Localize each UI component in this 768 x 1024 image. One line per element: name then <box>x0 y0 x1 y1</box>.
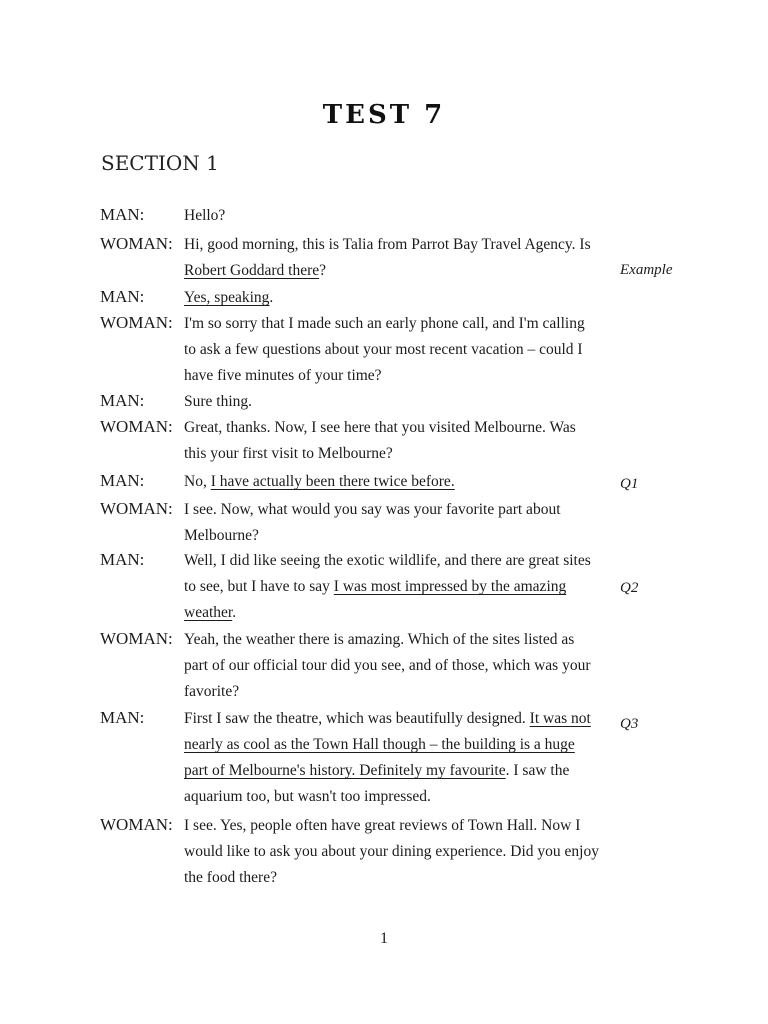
speaker-label: MAN: <box>100 205 145 224</box>
speech-segment: Sure thing. <box>184 393 253 410</box>
speech-text <box>184 469 599 495</box>
section-heading: SECTION 1 <box>101 151 219 175</box>
speech-segment: Hello? <box>184 207 226 224</box>
speech-segment: Well, I did like seeing the exotic wildlife, and there are great sites to see, but I have to say <box>184 552 591 595</box>
speech-text <box>184 311 599 389</box>
speech-text <box>184 203 599 229</box>
speech-segment: I'm so sorry that I made such an early phone call, and I'm calling to ask a few questions about your most recent vacation – could I have five minutes of your time? <box>184 315 585 384</box>
speech-segment: ? <box>319 262 327 279</box>
speech-segment: No, <box>184 473 211 490</box>
speaker-label: MAN: <box>100 550 145 569</box>
speech-segment: . I saw the aquarium too, but wasn't too impressed. <box>184 762 570 805</box>
underlined-answer-text: I have actually been there twice before. <box>210 473 455 490</box>
question-marker: Q2 <box>620 580 639 596</box>
speaker-label: MAN: <box>100 708 145 727</box>
speech-segment: Great, thanks. Now, I see here that you visited Melbourne. Was this your first visit to Melbourne? <box>184 419 576 462</box>
speech-segment: I see. Now, what would you say was your favorite part about Melbourne? <box>184 501 561 544</box>
speaker-label: WOMAN: <box>100 234 173 253</box>
speech-text <box>184 627 599 705</box>
speech-segment: . <box>269 289 274 306</box>
speech-text <box>184 415 599 467</box>
underlined-answer-text: It was not nearly as cool as the Town Hall though – the building is a huge part of Melbourne's history. Definitely my favourite <box>184 710 591 779</box>
question-marker: Example <box>620 262 673 278</box>
speech-segment: I see. Yes, people often have great reviews of Town Hall. Now I would like to ask you about your dining experience. Did you enjoy the food there? <box>184 817 599 886</box>
speech-segment: . <box>232 604 237 621</box>
page-number: 1 <box>380 930 388 947</box>
speaker-label: MAN: <box>100 391 145 410</box>
underlined-answer-text: Yes, speaking <box>184 289 270 306</box>
speech-text <box>184 813 599 891</box>
speaker-label: WOMAN: <box>100 499 173 518</box>
underlined-answer-text: I was most impressed by the amazing weather <box>184 578 567 621</box>
speaker-label: WOMAN: <box>100 629 173 648</box>
speech-text <box>184 497 599 549</box>
speech-text <box>184 232 599 284</box>
test-title: TEST 7 <box>322 100 446 130</box>
speech-text <box>184 548 599 626</box>
speaker-label: MAN: <box>100 287 145 306</box>
speech-text <box>184 706 599 810</box>
speech-segment: Hi, good morning, this is Talia from Parrot Bay Travel Agency. Is <box>184 236 591 253</box>
speaker-label: WOMAN: <box>100 815 173 834</box>
speech-text <box>184 389 599 415</box>
speaker-label: WOMAN: <box>100 313 173 332</box>
question-marker: Q1 <box>620 476 639 492</box>
underlined-answer-text: Robert Goddard there <box>184 262 320 279</box>
question-marker: Q3 <box>620 716 639 732</box>
speaker-label: MAN: <box>100 471 145 490</box>
speech-text <box>184 285 599 311</box>
speech-segment: First I saw the theatre, which was beautifully designed. <box>184 710 530 727</box>
speaker-label: WOMAN: <box>100 417 173 436</box>
speech-segment: Yeah, the weather there is amazing. Which of the sites listed as part of our official tour did you see, and of those, which was your favorite? <box>184 631 591 700</box>
